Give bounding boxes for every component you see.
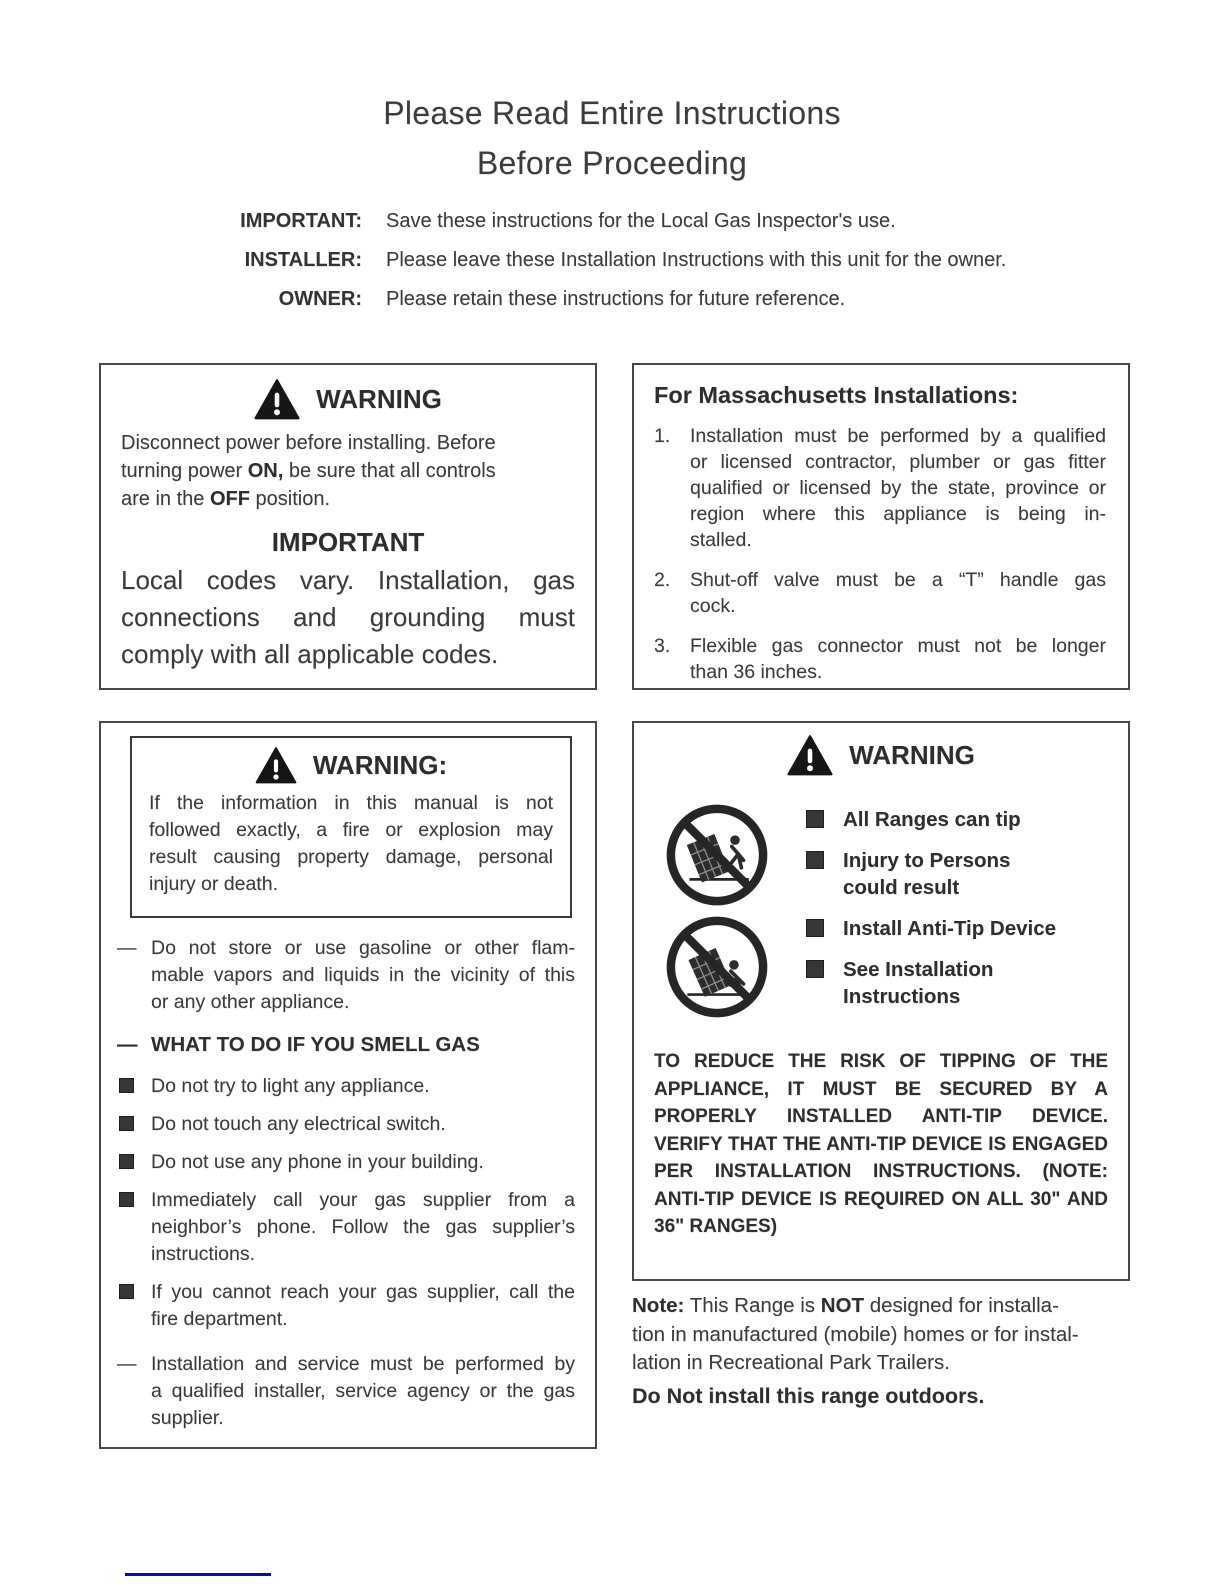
square-bullet-icon	[119, 1116, 134, 1131]
square-bullet-icon	[119, 1154, 134, 1169]
list-number: 1.	[654, 425, 671, 447]
smell-gas-item	[117, 1279, 575, 1333]
dash-bullet-icon: —	[117, 1353, 137, 1375]
anti-tip-caps-text: TO REDUCE THE RISK OF TIPPING OF THE APPLIANCE, IT MUST BE SECURED BY A PROPERLY INSTALLED ANTI-TIP DEVICE. VERIFY THAT THE ANTI-TIP DEVICE IS ENGAGED PER INSTALLATION INSTRUCTIONS. (NOTE: ANTI-TIP DEVICE IS REQUIRED ON ALL 30" AND 36" RANGES)	[654, 1051, 1108, 1237]
fire-warning-text: If the information in this manual is not followed exactly, a fire or explosion may result causing property damage, personal injury or death.	[149, 792, 553, 895]
outdoor-warning: Do Not install this range outdoors.	[632, 1384, 985, 1408]
notice-row	[126, 288, 1006, 310]
square-bullet-icon	[119, 1192, 134, 1207]
tip-warning-box	[632, 721, 1130, 1281]
range-tipping-prohibition-icon	[664, 802, 770, 908]
smell-gas-heading	[117, 1031, 575, 1058]
warning-header	[652, 735, 1110, 776]
massachusetts-title: For Massachusetts Installations:	[654, 382, 1019, 408]
page-title: Please Read Entire Instructions Before Proceeding	[383, 95, 841, 181]
square-bullet-icon	[806, 960, 824, 978]
warning-triangle-icon	[787, 735, 833, 776]
smell-gas-item	[117, 1111, 575, 1138]
list-number: 2.	[654, 569, 671, 591]
warning-label: WARNING:	[312, 750, 448, 780]
fire-explosion-warning-box	[130, 736, 572, 918]
list-item	[654, 633, 1106, 685]
item-text: Install Anti-Tip Device	[843, 917, 1057, 940]
tip-bullet-item	[806, 806, 1078, 833]
footer-link-line	[125, 1573, 271, 1576]
tip-bullets-column	[806, 806, 1078, 1024]
warning-header	[149, 747, 553, 784]
item-text: Injury to Persons could result	[843, 849, 1011, 899]
square-bullet-icon	[119, 1078, 134, 1093]
item-text: See Installation Instructions	[843, 958, 994, 1008]
item-text: If you cannot reach your gas supplier, call the fire department.	[151, 1281, 575, 1330]
list-item	[654, 567, 1106, 619]
range-tipping-prohibition-icon	[664, 914, 770, 1020]
list-text: Shut-off valve must be a “T” handle gas cock.	[690, 569, 1106, 617]
item-text: All Ranges can tip	[843, 808, 1021, 831]
square-bullet-icon	[806, 851, 824, 869]
tip-icons-column	[664, 802, 770, 1024]
square-bullet-icon	[806, 919, 824, 937]
warning-triangle-icon	[254, 379, 300, 420]
notice-label: INSTALLER:	[244, 249, 362, 271]
item-text: Do not use any phone in your building.	[151, 1151, 484, 1173]
smell-gas-item	[117, 1187, 575, 1268]
list-item	[654, 423, 1106, 553]
warning-label: WARNING	[316, 384, 442, 414]
notice-text: Please leave these Installation Instructions with this unit for the owner.	[386, 249, 1007, 271]
warning-triangle-icon	[255, 747, 297, 784]
warning-header	[121, 379, 575, 420]
important-text: Local codes vary. Installation, gas connections and grounding must comply with all applicable codes.	[121, 565, 575, 669]
smell-gas-item	[117, 1073, 575, 1100]
notice-row	[126, 249, 1006, 271]
heading-text: WHAT TO DO IF YOU SMELL GAS	[151, 1033, 480, 1056]
service-warning-item	[117, 1351, 575, 1432]
square-bullet-icon	[119, 1284, 134, 1299]
tip-warning-content	[652, 802, 1110, 1024]
list-text: Installation must be performed by a qualified or licensed contractor, plumber or gas fitter qualified or licensed by the state, province or region where this appliance is being in- stalled.	[690, 425, 1106, 551]
item-text: Do not try to light any appliance.	[151, 1075, 430, 1097]
item-text: Do not store or use gasoline or other flam- mable vapors and liquids in the vicinity of this or any other appliance.	[151, 937, 575, 1013]
smell-gas-item	[117, 1149, 575, 1176]
gas-safety-box	[99, 721, 597, 1449]
tip-bullet-item	[806, 915, 1078, 942]
item-text: Immediately call your gas supplier from a neighbor’s phone. Follow the gas supplier’s instructions.	[151, 1189, 575, 1265]
power-warning-text: Disconnect power before installing. Before turning power ON, be sure that all controls are in the OFF position.	[121, 432, 496, 510]
notice-row	[126, 210, 1006, 232]
massachusetts-box	[632, 363, 1130, 690]
square-bullet-icon	[806, 810, 824, 828]
mobile-home-note: Note: This Range is NOT designed for installa- tion in manufactured (mobile) homes or for instal- lation in Recreational Park Trailers.	[632, 1294, 1079, 1374]
important-heading: IMPORTANT	[271, 527, 425, 557]
item-text: Do not touch any electrical switch.	[151, 1113, 446, 1135]
item-text: Installation and service must be performed by a qualified installer, service agency or the gas supplier.	[151, 1353, 575, 1429]
warning-label: WARNING	[849, 740, 975, 770]
list-number: 3.	[654, 635, 671, 657]
power-warning-box	[99, 363, 597, 690]
notice-label: OWNER:	[278, 288, 362, 310]
dash-bullet-icon: —	[117, 1033, 138, 1056]
dash-bullet-icon: —	[117, 937, 137, 959]
gasoline-warning-item	[117, 935, 575, 1016]
list-text: Flexible gas connector must not be longer than 36 inches.	[690, 635, 1106, 683]
notice-list	[126, 210, 1006, 327]
notice-text: Please retain these instructions for future reference.	[386, 288, 846, 310]
tip-bullet-item	[806, 847, 1078, 901]
tip-bullet-item	[806, 956, 1078, 1010]
notice-text: Save these instructions for the Local Gas Inspector's use.	[386, 210, 896, 232]
notice-label: IMPORTANT:	[240, 210, 362, 232]
